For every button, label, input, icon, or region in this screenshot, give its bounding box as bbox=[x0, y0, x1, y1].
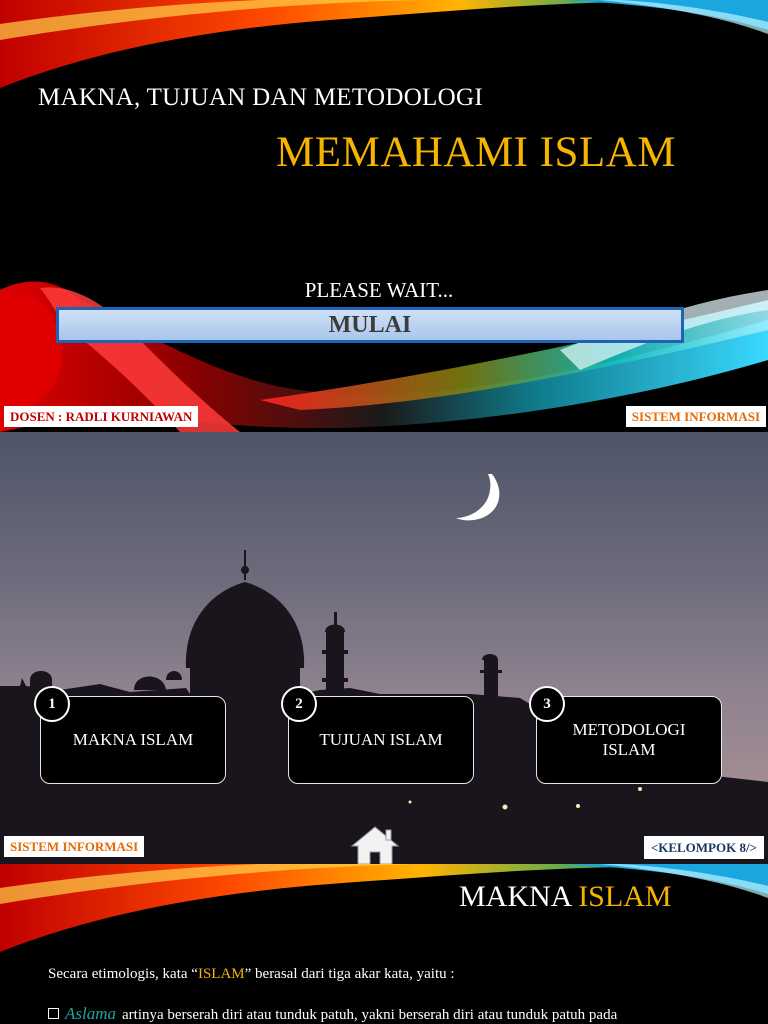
group-tag: <KELOMPOK 8/> bbox=[644, 836, 764, 859]
para-text: Secara etimologis, kata “ bbox=[48, 966, 198, 982]
mosque-silhouette-background bbox=[0, 432, 768, 864]
bullet-term: Aslama bbox=[65, 1004, 116, 1023]
main-title: MEMAHAMI ISLAM bbox=[276, 129, 676, 176]
home-icon[interactable] bbox=[350, 824, 400, 864]
lecturer-tag: DOSEN : RADLI KURNIAWAN bbox=[4, 406, 198, 427]
section-title bbox=[459, 880, 672, 914]
program-tag: SISTEM INFORMASI bbox=[626, 406, 766, 427]
menu-label: METODOLOGI ISLAM bbox=[572, 720, 686, 759]
menu-number-badge: 1 bbox=[34, 686, 70, 722]
subtitle: MAKNA, TUJUAN DAN METODOLOGI bbox=[38, 84, 483, 111]
para-text: ” berasal dari tiga akar kata, yaitu : bbox=[244, 966, 455, 982]
title-word: MAKNA bbox=[459, 880, 571, 913]
intro-paragraph bbox=[48, 966, 455, 983]
decorative-swoosh bbox=[0, 0, 768, 432]
checkbox-bullet-icon bbox=[48, 1008, 59, 1019]
menu-number-badge: 3 bbox=[529, 686, 565, 722]
para-highlight: ISLAM bbox=[197, 966, 245, 982]
title-accent-word: ISLAM bbox=[578, 880, 672, 913]
menu-label: TUJUAN ISLAM bbox=[319, 730, 443, 749]
bullet-text: artinya berserah diri atau tunduk patuh, yakni berserah diri atau tunduk patuh pada bbox=[122, 1007, 618, 1023]
menu-number-badge: 2 bbox=[281, 686, 317, 722]
loading-text: PLEASE WAIT... bbox=[304, 278, 454, 302]
menu-label: MAKNA ISLAM bbox=[72, 730, 194, 749]
content-slide bbox=[0, 864, 768, 1024]
program-tag: SISTEM INFORMASI bbox=[4, 836, 144, 857]
title-slide bbox=[0, 0, 768, 432]
menu-slide bbox=[0, 432, 768, 864]
start-button[interactable]: MULAI bbox=[56, 307, 684, 343]
bullet-item bbox=[48, 1004, 617, 1024]
